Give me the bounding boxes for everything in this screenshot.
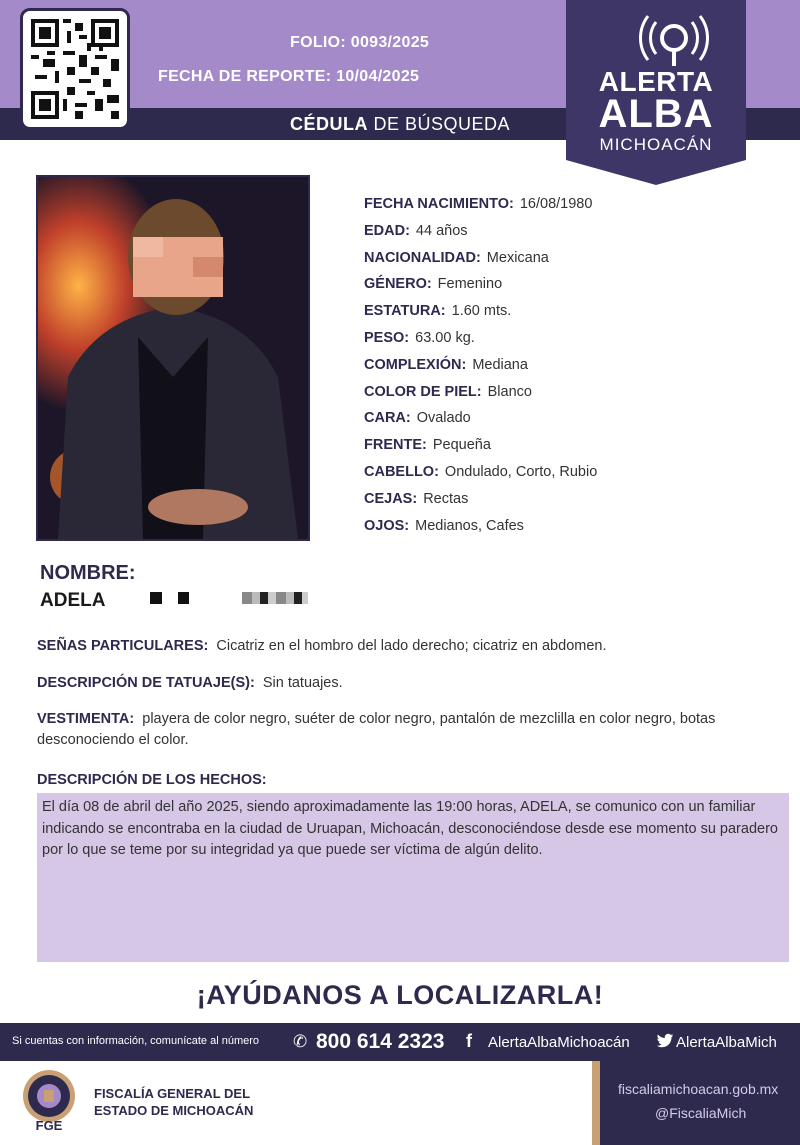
missing-person-photo — [36, 175, 310, 541]
name-label: NOMBRE: — [40, 562, 136, 584]
attr-value: Pequeña — [432, 437, 491, 454]
attr-label: NACIONALIDAD: — [364, 249, 481, 266]
fge-acronym: FGE — [35, 1118, 63, 1133]
attributes-list — [364, 196, 597, 544]
name-redaction — [150, 592, 162, 604]
fiscalia-name — [94, 1085, 253, 1119]
document-title — [290, 114, 510, 135]
contact-bar — [0, 1023, 800, 1061]
attr-label: EDAD: — [364, 222, 410, 239]
contact-intro: Si cuentas con información, comunícate al número — [12, 1035, 260, 1047]
twitter-icon — [656, 1032, 674, 1050]
attr-peso — [364, 330, 597, 357]
attr-value: 16/08/1980 — [519, 196, 593, 212]
attr-value: 63.00 kg. — [415, 329, 475, 346]
senas-value: Cicatriz en el hombro del lado derecho; cicatriz en abdomen. — [216, 638, 607, 654]
senas-particulares — [37, 636, 607, 657]
logo-michoacan: MICHOACÁN — [599, 135, 713, 154]
attr-cejas — [364, 491, 597, 518]
attr-label: COMPLEXIÓN: — [364, 356, 467, 373]
attr-value: Medianos, Cafes — [415, 517, 524, 534]
attr-edad — [364, 223, 597, 250]
tatuaje-value: Sin tatuajes. — [262, 675, 343, 691]
phone-number[interactable]: 800 614 2323 — [316, 1030, 445, 1053]
attr-value: Mediana — [472, 356, 528, 373]
vestimenta — [37, 709, 782, 751]
attr-value: Ondulado, Corto, Rubio — [444, 463, 598, 480]
attr-label: OJOS: — [364, 517, 410, 534]
attr-label: GÉNERO: — [364, 276, 432, 293]
footer-accent — [592, 1061, 600, 1145]
attr-cara — [364, 410, 597, 437]
facebook-link[interactable]: AlertaAlbaMichoacán — [488, 1034, 630, 1051]
attr-label: FRENTE: — [364, 437, 427, 454]
attr-value: Femenino — [437, 276, 503, 293]
attr-complexion — [364, 357, 597, 384]
attr-value: Blanco — [487, 383, 532, 400]
attr-value: Rectas — [423, 490, 469, 507]
report-date: FECHA DE REPORTE: 10/04/2025 — [158, 68, 420, 85]
footer-links — [600, 1061, 800, 1145]
attr-nacionalidad — [364, 250, 597, 277]
phone-icon: ✆ — [293, 1032, 308, 1051]
attr-ojos — [364, 518, 597, 545]
attr-label: CEJAS: — [364, 490, 418, 507]
qr-code[interactable] — [20, 8, 130, 130]
attr-frente — [364, 437, 597, 464]
logo-alerta: ALERTA — [598, 66, 714, 97]
attr-label: ESTATURA: — [364, 303, 446, 320]
attr-value: 1.60 mts. — [451, 303, 512, 320]
name-value: ADELA — [40, 590, 106, 611]
person-photo-image — [38, 177, 308, 539]
attr-fecha-nacimiento — [364, 196, 597, 223]
name-redaction — [178, 592, 189, 604]
hechos-label: DESCRIPCIÓN DE LOS HECHOS: — [37, 772, 267, 788]
attr-estatura — [364, 303, 597, 330]
attr-value: Ovalado — [416, 410, 471, 427]
qr-code-icon — [31, 19, 119, 119]
attr-label: FECHA NACIMIENTO: — [364, 196, 514, 212]
document-title-bold: CÉDULA — [290, 114, 368, 134]
attr-label: CARA: — [364, 410, 411, 427]
attr-label: CABELLO: — [364, 463, 439, 480]
attr-value: Mexicana — [486, 249, 549, 266]
name-redaction — [242, 592, 308, 604]
tatuaje-label: DESCRIPCIÓN DE TATUAJE(S): — [37, 675, 255, 691]
attr-value: 44 años — [415, 222, 468, 239]
fiscalia-line1: FISCALÍA GENERAL DEL — [94, 1086, 251, 1101]
attr-cabello — [364, 464, 597, 491]
document-title-rest: DE BÚSQUEDA — [368, 114, 511, 134]
social-handle[interactable]: @FiscaliaMich — [655, 1105, 747, 1121]
hechos-description: El día 08 de abril del año 2025, siendo aproximadamente las 19:00 horas, ADELA, se comunico con un familiar indicando se encontraba en la ciudad de Uruapan, Michoacán, desconociéndose desde ese momento su paradero por lo que se teme por su integridad ya que puede ser víctima de algún delito. — [37, 793, 789, 962]
attr-label: PESO: — [364, 329, 410, 346]
facebook-icon: f — [466, 1031, 472, 1051]
senas-label: SEÑAS PARTICULARES: — [37, 638, 209, 654]
folio-number: FOLIO: 0093/2025 — [290, 34, 430, 51]
call-to-action: ¡AYÚDANOS A LOCALIZARLA! — [196, 980, 604, 1010]
attr-color-piel — [364, 384, 597, 411]
attr-genero — [364, 276, 597, 303]
website-link[interactable]: fiscaliamichoacan.gob.mx — [618, 1081, 779, 1097]
logo-alba: ALBA — [598, 92, 714, 136]
vestimenta-value: playera de color negro, suéter de color negro, pantalón de mezclilla en color negro, botas desconociendo el color. — [37, 711, 716, 748]
fiscalia-line2: ESTADO DE MICHOACÁN — [94, 1103, 254, 1118]
twitter-link[interactable]: AlertaAlbaMich — [676, 1034, 777, 1051]
descripcion-tatuaje — [37, 673, 343, 694]
attr-label: COLOR DE PIEL: — [364, 383, 482, 400]
vestimenta-label: VESTIMENTA: — [37, 711, 135, 727]
